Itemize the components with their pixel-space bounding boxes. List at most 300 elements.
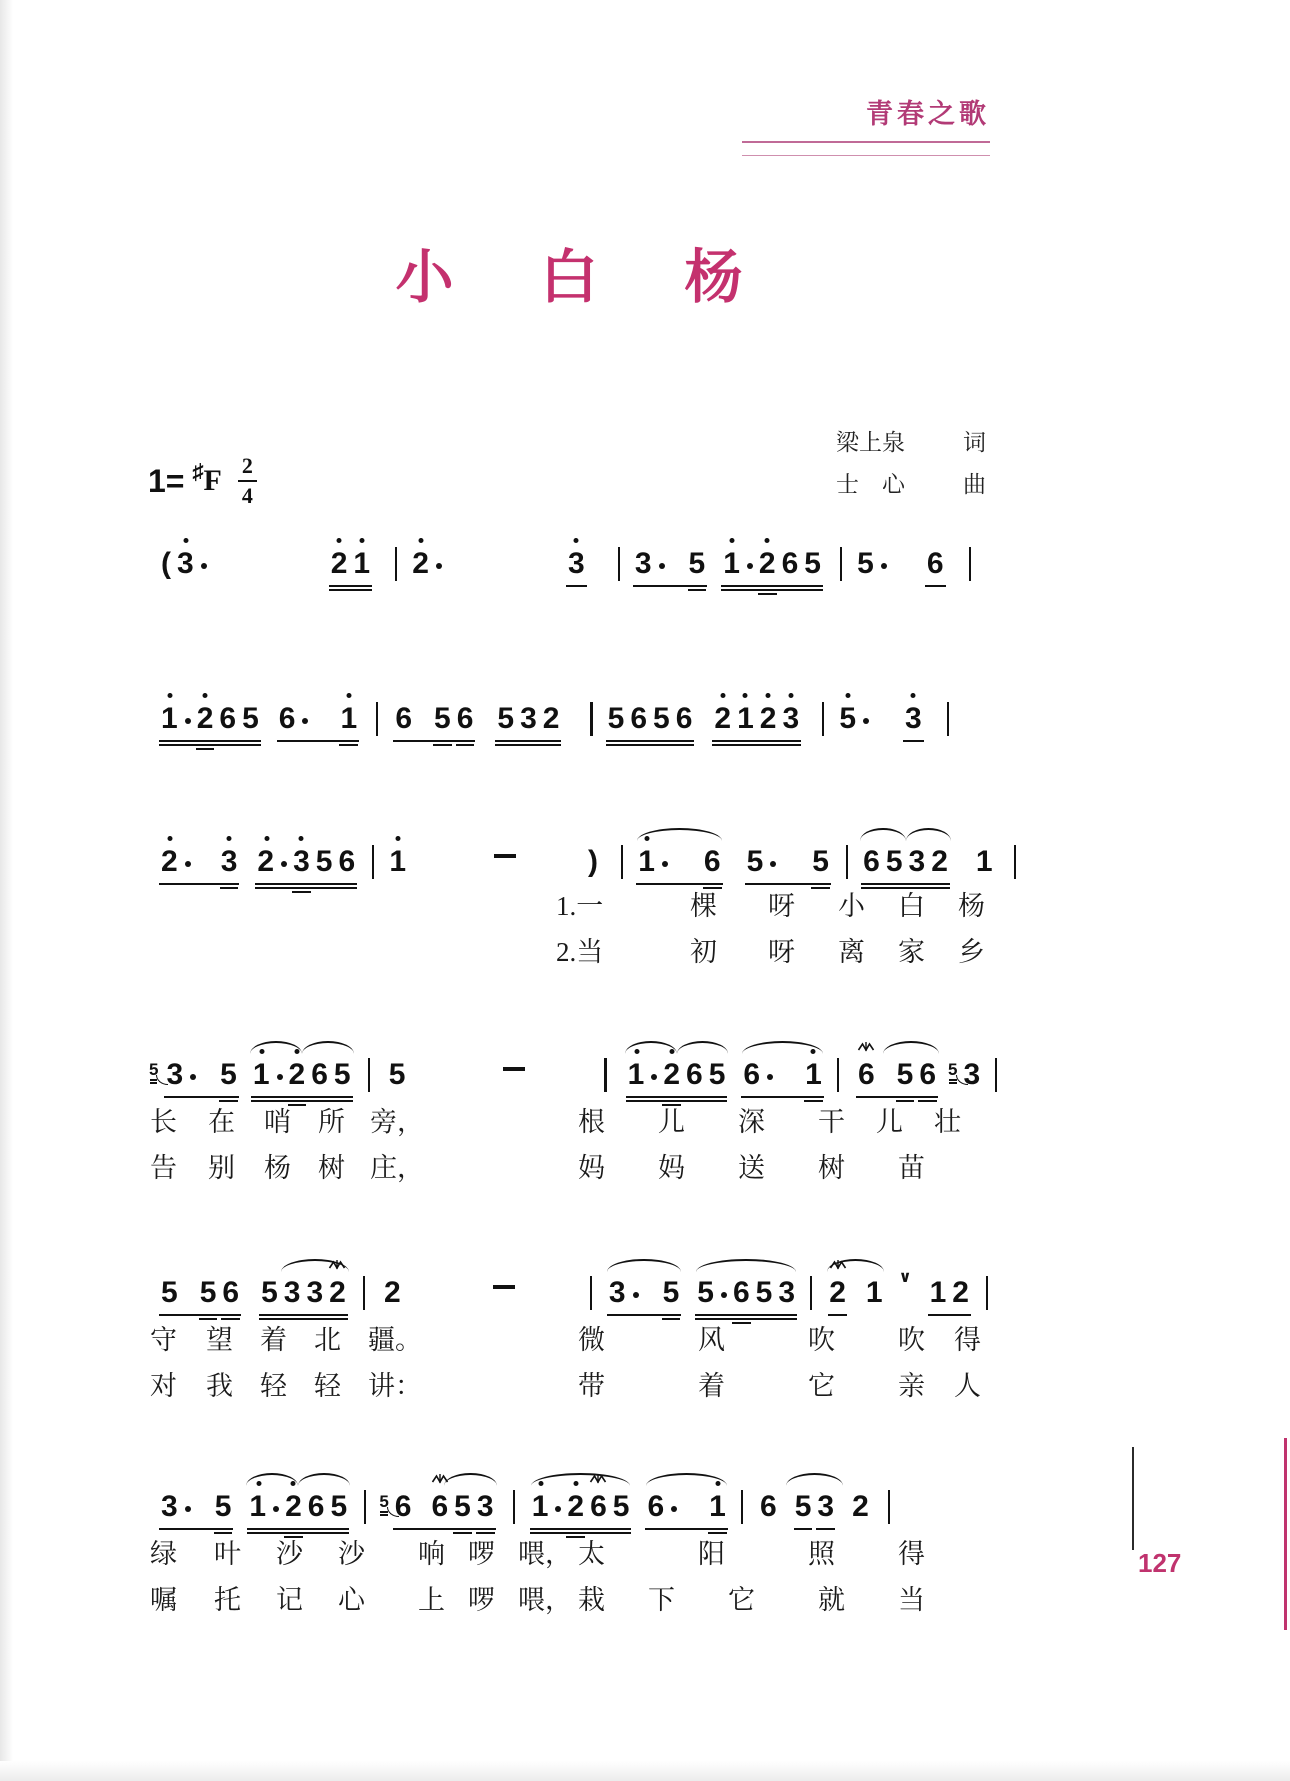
note: 6 [926,547,944,580]
note: 5 [894,1058,917,1092]
beam-line [196,748,215,750]
note-group [163,1058,239,1092]
note: 1 [975,845,993,878]
lyric-syllable: 在 [208,1107,235,1137]
lyric-syllable: 1.一 [556,891,604,921]
rest-dash [498,1058,530,1092]
key-prefix: 1= [148,462,185,499]
lyric-syllable: 得 [898,1539,925,1569]
barline [368,1058,370,1092]
beam-line [393,1528,496,1530]
octave-dot [730,538,735,543]
octave-dot [395,836,400,841]
composer-role: 曲 [963,472,986,497]
note: 5 [792,1490,815,1524]
beam-line [721,585,823,587]
lyric-row [0,1100,1100,1137]
lyric-syllable: 阳 [698,1539,725,1569]
note: 2 [384,1276,401,1309]
note-group [896,1271,915,1310]
note-group [927,1276,972,1310]
lyric-syllable: 托 [214,1585,241,1615]
lyric-syllable: 讲： [368,1371,422,1401]
lyric-syllable: 沙 [338,1539,365,1569]
augmentation-dot [863,718,869,724]
grace-note: 5 [947,1049,958,1083]
lyric-syllable: 杨 [264,1153,291,1183]
note: 3 [606,1276,642,1310]
note: 6 [587,1490,610,1524]
barline [513,1490,515,1524]
note: 2 [328,547,351,581]
slur [302,1041,354,1054]
note-group [258,1276,349,1310]
lyric-syllable: 心 [338,1585,365,1615]
lyric-syllable: 干 [818,1107,845,1137]
note-group [632,547,708,581]
beam-line [159,744,261,746]
lyric-syllable: 啰 [468,1585,495,1615]
augmentation-dot [662,861,668,867]
lyric-syllable: 亲 [898,1371,925,1401]
lyric-syllable: 当 [898,1585,925,1615]
octave-dot [184,538,189,543]
slur [677,1041,729,1054]
note: 5 [686,547,709,581]
augmentation-dot [281,861,287,867]
note: 2 [952,1276,969,1309]
note: 6 [855,1058,878,1092]
footer-rule [1132,1447,1134,1550]
augmentation-dot [671,1506,677,1512]
breath-mark: ∨ [898,1269,912,1286]
note: 6 [394,1490,412,1523]
note-group [961,1058,984,1092]
note-group [148,1058,159,1092]
note: 2 [326,1276,349,1310]
note: 2 [931,845,948,878]
barline [741,1490,743,1524]
note: 2 [409,547,445,581]
lyric-syllable: 风 [698,1325,725,1355]
note-group [158,702,262,736]
barline [888,1490,890,1524]
lyric-syllable: 深 [738,1107,765,1137]
rest-dash [489,845,521,879]
beam-line [925,585,946,587]
note: 2 [158,845,194,879]
lyric-syllable: 它 [808,1371,835,1401]
note: 5 [315,845,333,878]
note: 2 [254,845,290,879]
octave-dot [168,693,173,698]
lyric-syllable: 人 [954,1371,981,1401]
augmentation-dot [277,1074,283,1080]
music-system-6 [148,1488,890,1524]
note-group [720,547,824,581]
note: 3 [163,1058,199,1092]
beam-line [721,589,823,591]
note: 5 [330,1490,348,1523]
lyric-syllable: 带 [578,1371,605,1401]
note-group [854,547,890,581]
octave-dot [359,538,364,543]
barline [837,1058,839,1092]
note-group [694,1276,798,1310]
music-system-5 [148,1269,988,1310]
barline [995,1058,997,1092]
note: 6 [916,1058,939,1092]
beam-line [159,1314,241,1316]
note: 6 [686,1058,703,1091]
lyric-syllable: 对 [150,1371,177,1401]
note: 3 [474,1490,497,1524]
slur [696,1259,796,1272]
octave-dot [765,538,770,543]
note-group [498,1058,530,1092]
beam-line [928,1314,971,1316]
lyric-syllable: 上 [418,1585,445,1615]
note: 2 [826,1276,849,1310]
lyric-syllable: 小 [838,891,865,921]
note: 1 [337,702,360,736]
lyric-syllable: 下 [648,1585,675,1615]
note: 5 [653,702,670,735]
lyric-syllable: 着 [260,1325,287,1355]
note-group [494,702,562,736]
note: 3 [963,1058,981,1091]
beam-line [712,744,801,746]
lyric-syllable: 壮 [934,1107,961,1137]
note: 6 [276,702,312,736]
note-group [489,845,521,879]
lyric-row [0,884,1100,921]
barline [822,702,824,736]
page-edge-accent-bar [1284,1438,1287,1630]
beam-line [329,589,372,591]
note: 2 [564,1490,587,1524]
note-group [606,1276,682,1310]
lyric-syllable: 它 [728,1585,755,1615]
note: 5 [755,1276,773,1309]
note: 5 [804,547,821,580]
lyric-syllable: 儿 [876,1107,903,1137]
lyric-syllable: 疆。 [368,1325,422,1355]
note: 5 [660,1276,683,1310]
note-group [488,1276,520,1310]
lyricist-role: 词 [963,430,986,455]
note: 2 [286,1058,309,1092]
note: 3 [632,547,668,581]
octave-dot [419,538,424,543]
note: 5 [885,845,903,878]
note-group [924,547,947,581]
augmentation-dot [302,718,308,724]
music-system-3 [148,843,1016,879]
lyric-syllable: 吹 [808,1325,835,1355]
lyric-syllable: 旁， [370,1107,424,1137]
note-group [744,845,832,879]
beam-line [741,1096,823,1098]
running-head [742,92,990,156]
note: 3 [565,547,588,581]
note: 5 [242,702,259,735]
beam-line [688,589,707,591]
slur [860,828,905,841]
augmentation-dot [721,1292,727,1298]
note-group [250,1058,354,1092]
slur [531,1473,631,1486]
song-title: 小 白 杨 [395,245,755,310]
note-group [328,547,373,581]
header-rule-top [742,141,990,143]
beam-line [433,744,452,746]
note: 6 [781,547,799,580]
augmentation-dot [767,1074,773,1080]
note: 5 [261,1276,278,1309]
header-rule-bottom [742,155,990,156]
note-group [826,1276,885,1310]
lyricist-row [836,424,986,457]
note: 3 [174,547,210,581]
barline [969,547,971,581]
barline [986,1276,988,1310]
note: 2 [194,702,217,736]
composer-name: 士 心 [836,472,905,497]
beam-line [903,740,924,742]
lyric-syllable: 哨 [264,1107,291,1137]
lyric-syllable: 乡 [958,937,985,967]
duration-dash [494,854,516,858]
note: 6 [428,1490,451,1524]
lyric-syllable: 喂， [518,1539,572,1569]
note: 6 [219,1276,242,1310]
rest-dash [488,1276,520,1310]
note: 3 [908,845,926,878]
note: 1 [350,547,373,581]
octave-dot [168,836,173,841]
note-group [378,1490,389,1524]
beam-line [758,593,777,595]
note: 5 [197,1276,220,1310]
music-system-4 [148,1056,997,1092]
augmentation-dot [185,861,191,867]
note: 6 [307,1490,325,1523]
note: 3 [218,845,241,879]
slur [625,1041,677,1054]
beam-line [794,1528,813,1530]
barline [840,547,842,581]
beam-line [695,1314,797,1316]
beam-line [645,1528,727,1530]
lyric-row [0,1578,1100,1615]
lyric-syllable: 长 [150,1107,177,1137]
note: 2 [542,702,560,735]
octave-dot [299,836,304,841]
beam-line [816,1528,835,1530]
note: 6 [730,1276,753,1310]
slur [786,1473,843,1486]
octave-dot [766,693,771,698]
lyric-syllable: 送 [738,1153,765,1183]
augmentation-dot [185,718,191,724]
lyric-syllable: 呀 [768,891,795,921]
note: 6 [740,1058,776,1092]
note-group [386,1058,409,1092]
beam-line [456,744,475,746]
octave-dot [346,693,351,698]
note: 3 [814,1490,837,1524]
note: 3 [290,845,313,879]
note-group [902,702,925,736]
slur [607,1259,680,1272]
beam-line [633,585,707,587]
lyric-row [0,930,1100,967]
note-group [386,845,409,879]
beam-line [495,740,561,742]
lyric-syllable: 轻 [260,1371,287,1401]
beam-line [339,744,358,746]
beam-line [606,740,695,742]
note: 1 [802,1058,825,1092]
augmentation-dot [659,563,665,569]
barline [372,845,374,879]
beam-line [606,744,695,746]
lyric-syllable: 家 [898,937,925,967]
note-group [246,1490,350,1524]
note-group [392,1490,497,1524]
note: 6 [701,845,724,879]
augmentation-dot [747,563,753,569]
note: 1 [529,1490,565,1524]
lyric-syllable: 妈 [578,1153,605,1183]
slur [646,1473,727,1486]
slur [246,1473,298,1486]
barline [810,1276,812,1310]
note: 3 [306,1276,324,1309]
barline [618,547,620,581]
lyric-row [0,1532,1100,1569]
lyric-syllable: 苗 [898,1153,925,1183]
note: ) [588,845,598,878]
chapter-title: 青春之歌 [866,99,990,129]
lyric-syllable: 啰 [468,1539,495,1569]
meter-denominator: 4 [241,483,253,508]
lyric-syllable: 初 [690,937,717,967]
lyric-syllable: 吹 [898,1325,925,1355]
octave-dot [720,693,725,698]
note: 5 [212,1490,235,1524]
beam-line [150,1082,157,1084]
note-group [711,702,802,736]
octave-dot [911,693,916,698]
note: 5 [217,1058,240,1092]
lyric-syllable: 太 [578,1539,605,1569]
note-group [605,702,696,736]
note: ( [161,547,171,580]
note-group [392,702,476,736]
beam-line [566,585,587,587]
note: 5 [451,1490,474,1524]
beam-line [277,740,359,742]
beam-line [380,1514,387,1516]
note: 1 [625,1058,661,1092]
slur [637,828,722,841]
octave-dot [574,538,579,543]
time-signature [238,455,257,507]
note: 5 [744,845,780,879]
slur [298,1473,350,1486]
lyric-syllable: 照 [808,1539,835,1569]
lyric-syllable: 离 [838,937,865,967]
barline [376,702,378,736]
note: 5 [708,1058,726,1091]
note: 3 [902,702,925,736]
note-group [381,1276,404,1310]
key-signature [148,455,257,507]
beam-line [828,1314,847,1316]
note: 5 [612,1490,630,1523]
note: 3 [778,1276,795,1309]
note: 6 [219,702,237,735]
lyric-syllable: 我 [206,1371,233,1401]
lyric-syllable: 树 [318,1153,345,1183]
grace-note: 5 [148,1049,159,1083]
augmentation-dot [436,563,442,569]
lyricist-name: 梁上泉 [836,430,905,455]
mordent-ornament [858,1041,875,1052]
note-group [276,702,360,736]
note: 1 [706,1490,729,1524]
note-group [585,845,601,879]
augmentation-dot [881,563,887,569]
duration-dash [503,1067,525,1071]
note: 5 [694,1276,730,1310]
note: 5 [431,702,454,736]
note-group [254,845,358,879]
note-group [855,1058,939,1092]
beam-line [251,1096,353,1098]
page-bottom-edge [0,1761,1290,1781]
octave-dot [846,693,851,698]
meter-numerator: 2 [238,455,257,482]
lyric-syllable: 杨 [958,891,985,921]
augmentation-dot [651,1074,657,1080]
augmentation-dot [185,1506,191,1512]
note: 6 [675,702,693,735]
octave-dot [227,836,232,841]
beam-line [393,740,475,742]
composer-row [836,466,986,499]
beam-line [626,1096,728,1098]
lyric-row [0,1364,1100,1401]
note: 5 [607,702,625,735]
barline [846,845,848,879]
lyric-syllable: 绿 [150,1539,177,1569]
octave-dot [337,538,342,543]
note: 3 [520,702,537,735]
note: 1 [158,702,194,736]
lyric-syllable: 记 [276,1585,303,1615]
note-group [644,1490,728,1524]
note-group [860,845,951,879]
barline [1014,845,1016,879]
note: 1 [386,845,409,879]
note: 5 [333,1058,351,1091]
note: 6 [863,845,880,878]
note: 5 [836,702,872,736]
lyric-syllable: 栽 [578,1585,605,1615]
